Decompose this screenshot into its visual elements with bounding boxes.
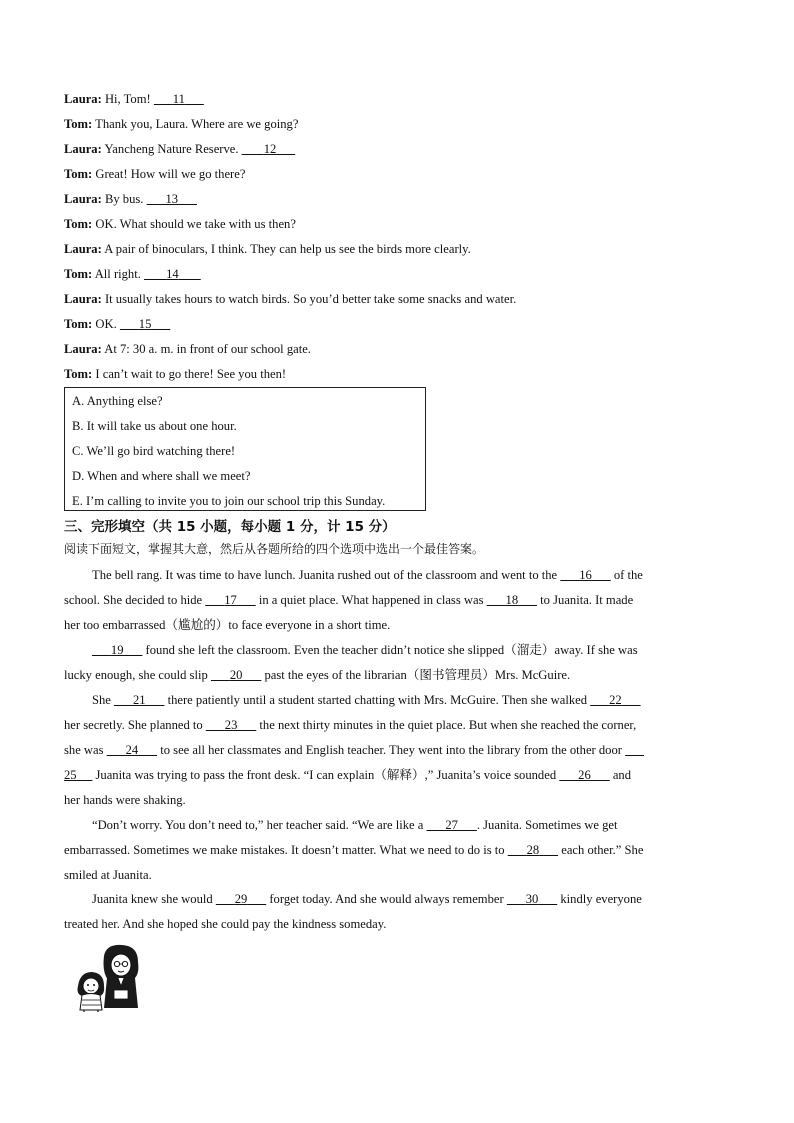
option-a: A. Anything else? bbox=[72, 394, 163, 408]
passage-line: school. She decided to hide 17 in a quiet place. What happened in class was 18 to Juanita. It made bbox=[64, 593, 634, 607]
line-text: At 7: 30 a. m. in front of our school gate. bbox=[104, 342, 311, 356]
passage-line: She 21 there patiently until a student started chatting with Mrs. McGuire. Then she walked 22 bbox=[64, 692, 721, 708]
blank: 19 bbox=[110, 643, 124, 657]
line-text: OK. What should we take with us then? bbox=[95, 217, 296, 231]
speaker: Laura: bbox=[64, 92, 102, 106]
line-text: Yancheng Nature Reserve. bbox=[104, 142, 239, 156]
passage-line: her too embarrassed（尴尬的）to face everyone in a short time. bbox=[64, 618, 391, 632]
blank bbox=[625, 742, 644, 758]
blank: 15 bbox=[138, 317, 152, 331]
blank: 30 bbox=[525, 892, 539, 906]
blank: 23 bbox=[224, 718, 238, 732]
passage-line: “Don’t worry. You don’t need to,” her teacher said. “We are like a 27 . Juanita. Sometimes we get bbox=[92, 818, 618, 832]
passage-line: Juanita knew she would 29 forget today. And she would always remember 30 kindly everyone bbox=[92, 892, 642, 906]
passage-line: embarrassed. Sometimes we make mistakes. It doesn’t matter. What we need to do is to 28 each other.” She bbox=[64, 843, 644, 857]
teacher-student-illustration bbox=[74, 942, 146, 1012]
passage-line: 25 Juanita was trying to pass the front desk. “I can explain（解释）,” Juanita’s voice sounded 26 and bbox=[64, 768, 631, 782]
section-instruction: 阅读下面短文，掌握其大意，然后从各题所给的四个选项中选出一个最佳答案。 bbox=[64, 542, 485, 556]
blank: 17 bbox=[224, 593, 237, 607]
blank: 18 bbox=[505, 593, 519, 607]
line-text: All right. bbox=[94, 267, 141, 281]
options-box bbox=[64, 387, 426, 511]
blank: 24 bbox=[125, 743, 139, 757]
passage-line: 19 found she left the classroom. Even the teacher didn’t notice she slipped（溜走）away. If she was bbox=[64, 642, 721, 658]
dialogue-line bbox=[64, 266, 201, 282]
blank: 21 bbox=[132, 693, 146, 707]
option-d: D. When and where shall we meet? bbox=[72, 469, 251, 483]
speaker: Laura: bbox=[64, 142, 102, 156]
speaker: Tom: bbox=[64, 267, 93, 281]
dialogue-line bbox=[64, 316, 170, 332]
line-text: I can’t wait to go there! See you then! bbox=[95, 367, 287, 381]
blank: 25 bbox=[64, 768, 77, 782]
blank: 26 bbox=[578, 768, 591, 782]
blank: 14 bbox=[166, 267, 179, 281]
section-heading: 三、完形填空（共 15 小题，每小题 1 分，计 15 分） bbox=[64, 519, 396, 535]
speaker: Tom: bbox=[64, 117, 93, 131]
speaker: Laura: bbox=[64, 192, 102, 206]
option-c: C. We’ll go bird watching there! bbox=[72, 444, 236, 458]
passage-line: her hands were shaking. bbox=[64, 793, 186, 807]
passage-line: The bell rang. It was time to have lunch. Juanita rushed out of the classroom and went to the 16 of the bbox=[92, 568, 643, 582]
speaker: Tom: bbox=[64, 367, 93, 381]
passage-line: her secretly. She planned to 23 the next thirty minutes in the quiet place. But when she reached the corner, bbox=[64, 718, 637, 732]
speaker: Laura: bbox=[64, 342, 102, 356]
line-text: By bus. bbox=[104, 192, 144, 206]
dialogue-line bbox=[64, 366, 286, 382]
line-text: Hi, Tom! bbox=[104, 92, 151, 106]
passage-line: lucky enough, she could slip 20 past the eyes of the librarian（图书管理员）Mrs. McGuire. bbox=[64, 668, 571, 682]
line-text: It usually takes hours to watch birds. So you’d better take some snacks and water. bbox=[104, 292, 517, 306]
blank: 20 bbox=[229, 668, 243, 682]
line-text: Thank you, Laura. Where are we going? bbox=[95, 117, 299, 131]
dialogue-line bbox=[64, 291, 516, 307]
dialogue-line bbox=[64, 341, 311, 357]
blank: 16 bbox=[579, 568, 592, 582]
speaker: Tom: bbox=[64, 167, 93, 181]
line-text: Great! How will we go there? bbox=[95, 167, 246, 181]
passage-line: she was 24 to see all her classmates and English teacher. They went into the library from the other door bbox=[64, 742, 721, 758]
blank: 27 bbox=[445, 818, 458, 832]
speaker: Tom: bbox=[64, 217, 93, 231]
line-text: A pair of binoculars, I think. They can help us see the birds more clearly. bbox=[104, 242, 471, 256]
dialogue-line bbox=[64, 116, 298, 132]
option-e: E. I’m calling to invite you to join our school trip this Sunday. bbox=[72, 494, 386, 508]
speaker: Laura: bbox=[64, 242, 102, 256]
blank: 29 bbox=[234, 892, 248, 906]
dialogue-line bbox=[64, 191, 197, 207]
blank: 28 bbox=[526, 843, 540, 857]
option-b: B. It will take us about one hour. bbox=[72, 419, 237, 433]
dialogue-line bbox=[64, 216, 296, 232]
speaker: Tom: bbox=[64, 317, 93, 331]
dialogue-line bbox=[64, 241, 471, 257]
dialogue-line bbox=[64, 141, 295, 157]
blank: 22 bbox=[609, 693, 622, 707]
line-text: OK. bbox=[95, 317, 117, 331]
speaker: Laura: bbox=[64, 292, 102, 306]
passage-line: treated her. And she hoped she could pay the kindness someday. bbox=[64, 917, 387, 931]
blank: 11 bbox=[172, 92, 185, 106]
dialogue-line bbox=[64, 91, 204, 107]
blank: 12 bbox=[263, 142, 277, 156]
passage-line: smiled at Juanita. bbox=[64, 868, 152, 882]
blank: 13 bbox=[165, 192, 179, 206]
dialogue-line bbox=[64, 166, 245, 182]
